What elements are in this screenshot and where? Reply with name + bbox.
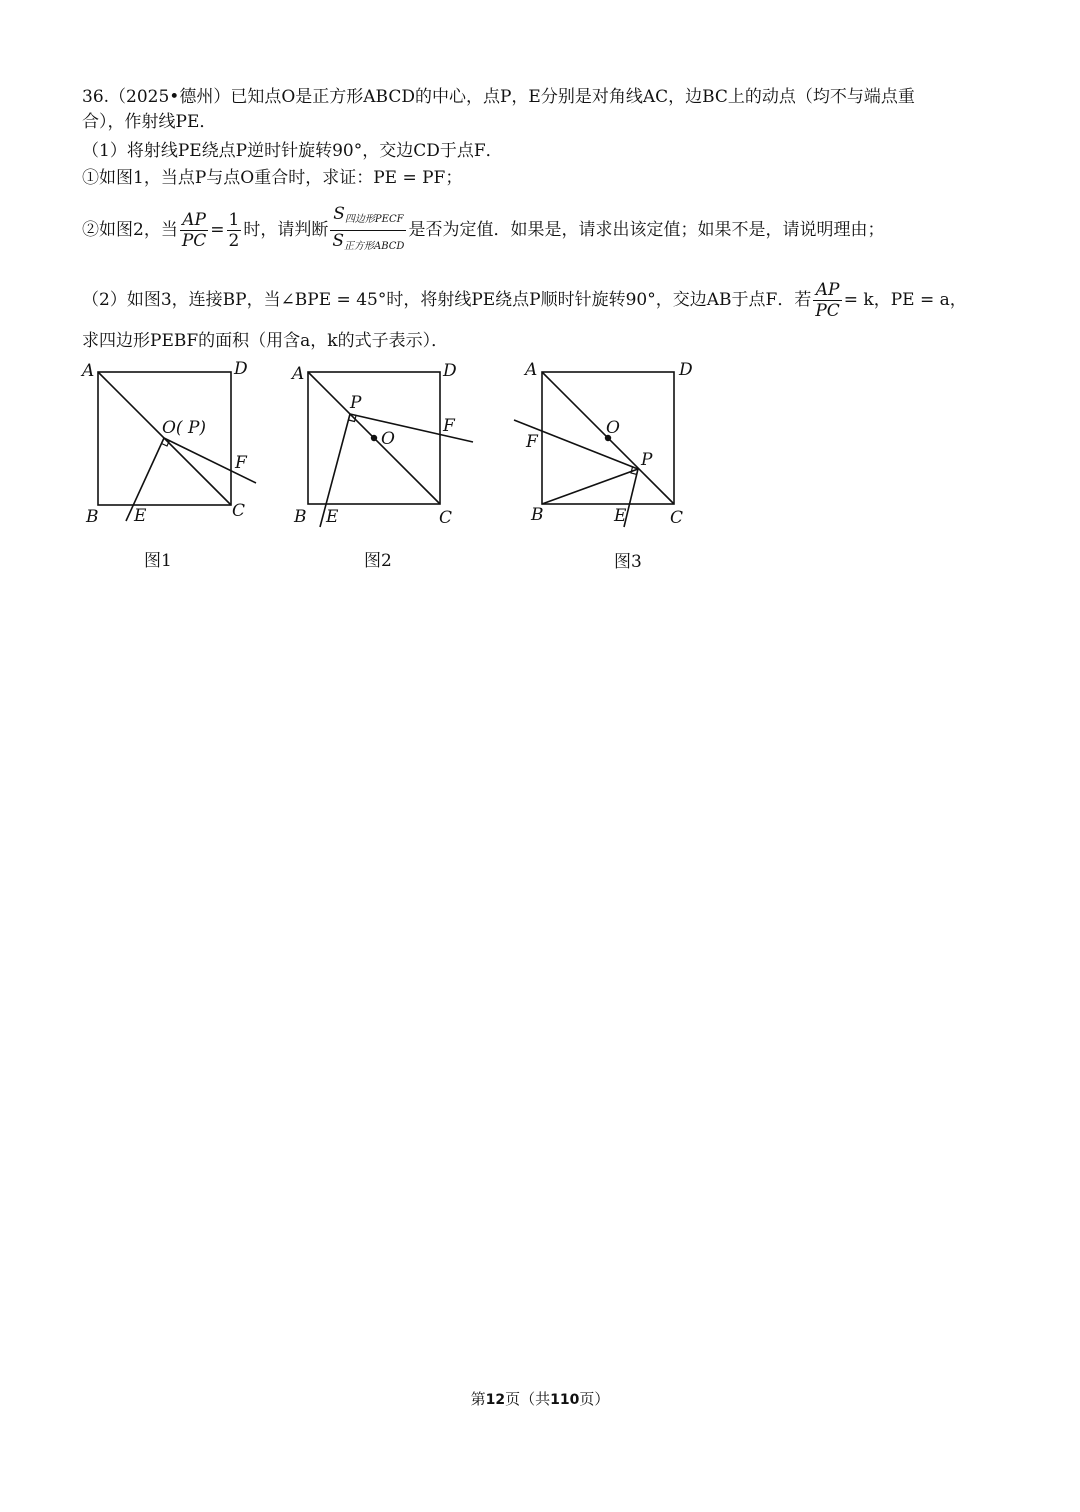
part2-text-b: = k，PE = a， — [843, 290, 967, 310]
page-footer — [0, 1388, 1080, 1409]
figure-1-diagram — [70, 355, 270, 530]
current-page-number: 12 — [485, 1392, 506, 1408]
figure-3 — [510, 355, 710, 534]
fraction-numerator: 1 — [228, 210, 240, 230]
ap-pc-fraction — [180, 210, 208, 251]
label-o: O — [381, 429, 395, 449]
label-d: D — [234, 359, 248, 379]
area-subscript: 四边形PECF — [344, 214, 404, 225]
label-p: P — [350, 393, 362, 413]
ratio-numerator — [330, 204, 406, 231]
label-o: O — [606, 418, 620, 438]
label-b: B — [294, 507, 307, 527]
label-e: E — [614, 506, 627, 526]
fraction-numerator: AP — [813, 280, 841, 301]
figure-3-caption: 图3 — [614, 552, 642, 572]
ap-pc-fraction — [813, 280, 841, 321]
segment-bp — [542, 469, 638, 504]
area-ratio-fraction — [330, 204, 406, 257]
label-c: C — [232, 501, 246, 521]
part-2-statement — [82, 280, 967, 321]
figure-1-caption: 图1 — [144, 551, 172, 571]
sub-question-1: ①如图1，当点P与点O重合时，求证：PE = PF； — [82, 168, 463, 188]
label-a: A — [82, 361, 95, 381]
label-o-p: O( P) — [162, 418, 207, 438]
fraction-denominator: PC — [181, 231, 207, 251]
label-d: D — [679, 360, 693, 380]
label-f: F — [526, 432, 538, 452]
ratio-denominator — [330, 231, 406, 257]
fraction-numerator: AP — [180, 210, 208, 231]
label-a: A — [292, 364, 305, 384]
label-p: P — [641, 450, 653, 470]
sub-question-2 — [82, 204, 884, 257]
figure-2-diagram — [280, 355, 480, 530]
sub2-text-c: 是否为定值．如果是，请求出该定值；如果不是，请说明理由； — [408, 220, 885, 240]
fraction-denominator: 2 — [228, 231, 240, 251]
label-b: B — [531, 505, 544, 525]
part-2-question: 求四边形PEBF的面积（用含a，k的式子表示）． — [82, 331, 449, 351]
label-b: B — [86, 507, 99, 527]
part2-text-a: （2）如图3，连接BP，当∠BPE = 45°时，将射线PE绕点P顺时针旋转90°，交边AB于点F．若 — [82, 290, 812, 310]
figure-2-caption: 图2 — [364, 551, 392, 571]
sub2-text-b: 时，请判断 — [243, 220, 329, 240]
footer-mid: 页（共 — [505, 1390, 551, 1408]
label-d: D — [443, 361, 457, 381]
part-1-statement: （1）将射线PE绕点P逆时针旋转90°，交边CD于点F． — [82, 141, 503, 161]
label-c: C — [670, 508, 684, 528]
label-f: F — [235, 453, 247, 473]
fraction-denominator: PC — [815, 301, 840, 321]
figure-3-diagram — [510, 355, 710, 530]
label-e: E — [326, 507, 339, 527]
half-fraction — [227, 210, 242, 251]
footer-suffix: 页） — [579, 1390, 610, 1408]
figure-1 — [70, 355, 270, 534]
problem-line-2: 合），作射线PE． — [82, 112, 217, 132]
label-f: F — [443, 416, 455, 436]
area-subscript: 正方形ABCD — [344, 241, 405, 252]
problem-line-1: 36.（2025•德州）已知点O是正方形ABCD的中心，点P，E分别是对角线AC，边BC上的动点（均不与端点重 — [82, 87, 915, 107]
point-o — [371, 435, 377, 441]
equals-sign: = — [210, 220, 225, 240]
label-a: A — [525, 360, 538, 380]
footer-prefix: 第 — [470, 1390, 486, 1408]
label-c: C — [439, 508, 453, 528]
total-page-count: 110 — [550, 1392, 580, 1408]
label-e: E — [134, 506, 147, 526]
sub2-text-a: ②如图2，当 — [82, 220, 178, 240]
figure-2 — [280, 355, 480, 534]
area-symbol: S — [333, 204, 345, 224]
area-symbol: S — [332, 231, 345, 251]
